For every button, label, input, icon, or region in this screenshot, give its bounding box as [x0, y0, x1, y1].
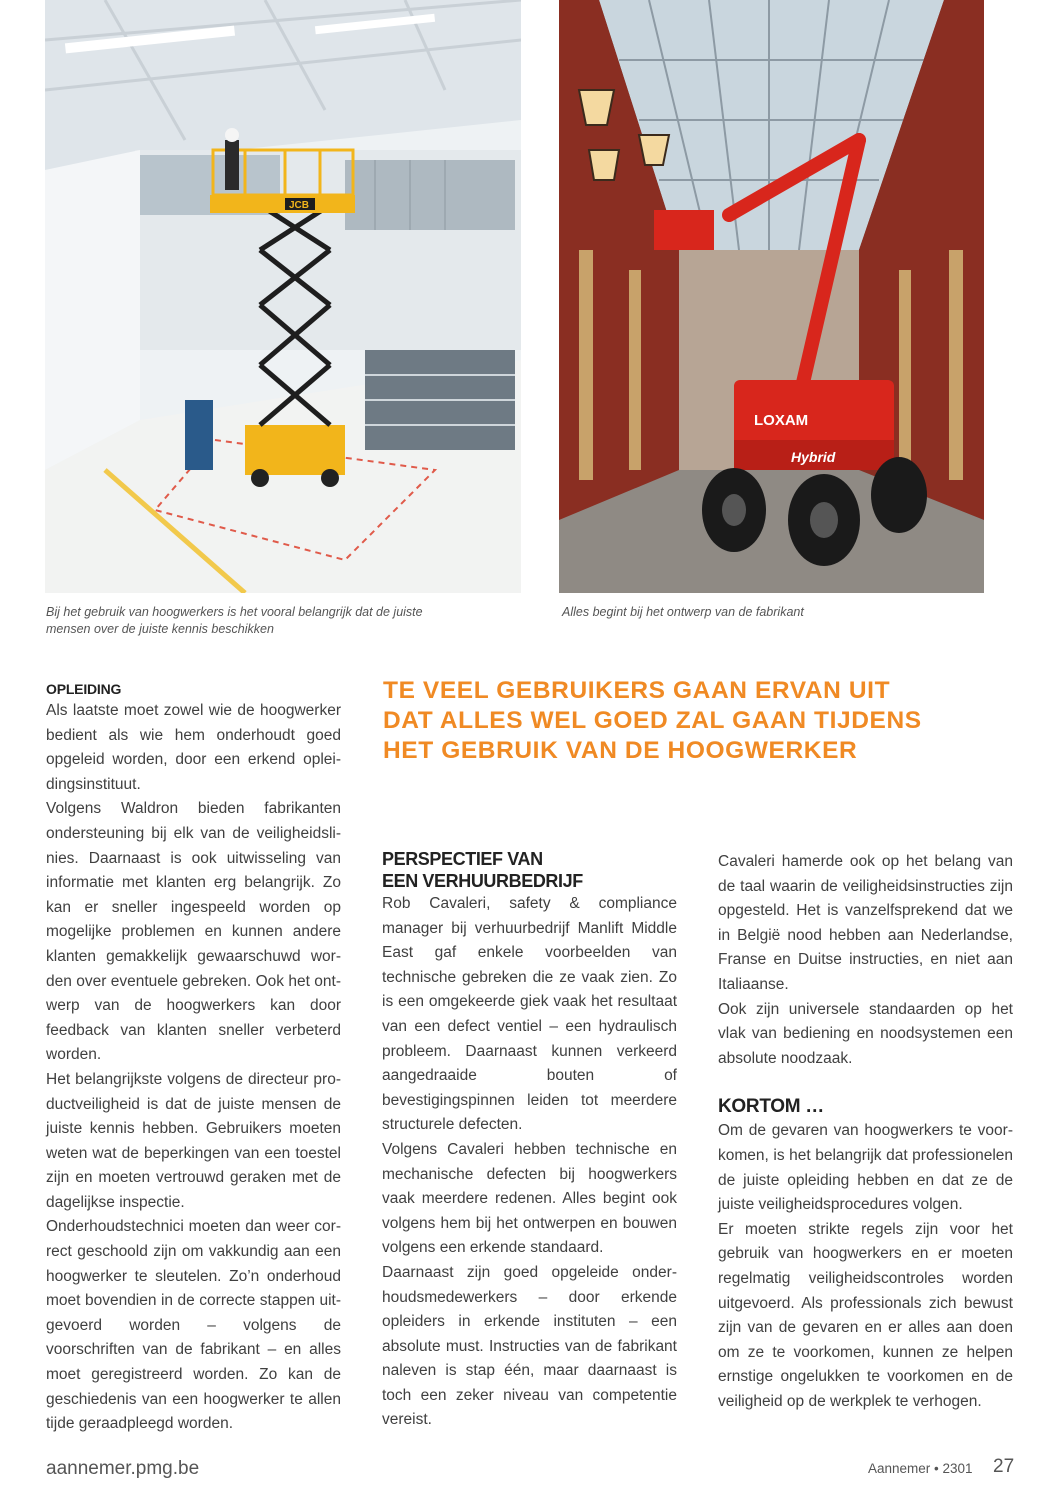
paragraph: Rob Cavaleri, safety & compliance manager bij verhuurbedrijf Manlift Middle East gaf enkele voorbeelden van technische gebreken die ze vaak zien. Zo is een omgekeerde giek vaak het resultaat van een defect ventiel – een hydraulisch probleem. Daarnaast kunnen verkeerd aangedraaide bouten of bevestigingspinnen leiden tot meerdere structurele defecten.: [382, 895, 677, 1134]
boom-lift-illustration: [559, 0, 984, 593]
paragraph: Volgens Cavaleri hebben technische en mechanische defecten bij hoogwerkers vaak meerdere redenen. Alles begint ook volgens hem bij het ontwerpen en bouwen volgens een erkende standaard.: [382, 1140, 677, 1257]
column-opleiding: [46, 680, 341, 1437]
pull-quote: [383, 676, 983, 766]
paragraph: Om de gevaren van hoogwerkers te voorkomen, is het belangrijk dat professionelen de juiste opleiding hebben en dat ze de juiste veiligheidsprocedures volgen.: [718, 1122, 1013, 1214]
footer-magazine-issue: Aannemer • 2301: [868, 1461, 973, 1476]
paragraph: Volgens Waldron bieden fabrikanten ondersteuning bij elk van de veiligheidslinies. Daarnaast is ook uitwisseling van informatie met klanten erg belangrijk. Zo kan er sneller ingespeeld worden op mogelijke problemen en kunnen andere klanten gemakkelijk gewaarschuwd worden over eventuele gebreken. Ook het ontwerp van de hoogwerkers kan door feedback van klanten sneller verbeterd worden.: [46, 800, 341, 1064]
page-number: 27: [993, 1456, 1015, 1477]
photo-scissor-lift: [45, 0, 521, 593]
hybrid-label: Hybrid: [791, 449, 836, 465]
paragraph: Daarnaast zijn goed opgeleide onderhoudsmedewerkers – door erkende opleiders in erkende instituten – een absolute must. Instructies van de fabrikant naleven is stap één, maar daarnaast is toch een zeker niveau van competentie vereist.: [382, 1263, 677, 1429]
paragraph: Als laatste moet zowel wie de hoogwerker bedient als wie hem onderhoudt goed opgeleid worden, door een erkend opleidingsinstituut.: [46, 702, 341, 793]
pull-quote-line: DAT ALLES WEL GOED ZAL GAAN TIJDENS: [383, 707, 922, 734]
column-perspectief: [382, 848, 677, 1433]
heading-kortom: KORTOM …: [718, 1096, 824, 1118]
caption-right: Alles begint bij het ontwerp van de fabrikant: [562, 605, 804, 619]
paragraph: Het belangrijkste volgens de directeur productveiligheid is dat de juiste mensen de juiste kennis hebben. Gebruikers moeten weten wat de beperkingen van een toestel zijn en moeten vertrouwd geraken met de dagelijkse inspectie.: [46, 1070, 341, 1211]
loxam-label: LOXAM: [754, 412, 809, 429]
heading-perspectief-line1: PERSPECTIEF VAN: [382, 849, 543, 869]
heading-opleiding: OPLEIDING: [46, 681, 122, 697]
photo-boom-lift: [559, 0, 984, 593]
pull-quote-line: TE VEEL GEBRUIKERS GAAN ERVAN UIT: [383, 677, 891, 704]
paragraph: Ook zijn universele standaarden op het vlak van bediening en noodsystemen een absolute noodzaak.: [718, 1000, 1013, 1067]
scissor-lift-illustration: [45, 0, 521, 593]
paragraph: Er moeten strikte regels zijn voor het gebruik van hoogwerkers en er moeten regelmatig veiligheidscontroles worden uitgevoerd. Als professionals zich bewust zijn van de gevaren en er alles aan doen om ze te voorkomen, kunnen ze helpen ernstige ongelukken te voorkomen en de veiligheid op de werkplek te verhogen.: [718, 1220, 1013, 1410]
paragraph: Cavaleri hamerde ook op het belang van de taal waarin de veiligheidsinstructies zijn opgesteld. Het is vanzelfsprekend dat we in België nood hebben aan Nederlandse, Franse en Duitse instructies, en niet aan Italiaanse.: [718, 853, 1013, 993]
pull-quote-line: HET GEBRUIK VAN DE HOOGWERKER: [383, 737, 858, 764]
paragraph: Onderhoudstechnici moeten dan weer correct geschoold zijn om vakkundig aan een hoogwerker te sleutelen. Zo’n onderhoud moet bovendien in de correcte stappen uitgevoerd worden – volgens de voorschriften van de fabrikant – en alles moet geregistreerd worden. Zo kan de geschiedenis van een hoogwerker te allen tijde geraadpleegd worden.: [46, 1218, 341, 1433]
column-kortom: [718, 850, 1013, 1414]
footer-website-link[interactable]: aannemer.pmg.be: [46, 1458, 200, 1479]
jcb-label: JCB: [289, 200, 310, 211]
caption-left: Bij het gebruik van hoogwerkers is het vooral belangrijk dat de juiste mensen over de juiste kennis beschikken: [46, 605, 423, 636]
heading-perspectief-line2: EEN VERHUURBEDRIJF: [382, 871, 583, 891]
